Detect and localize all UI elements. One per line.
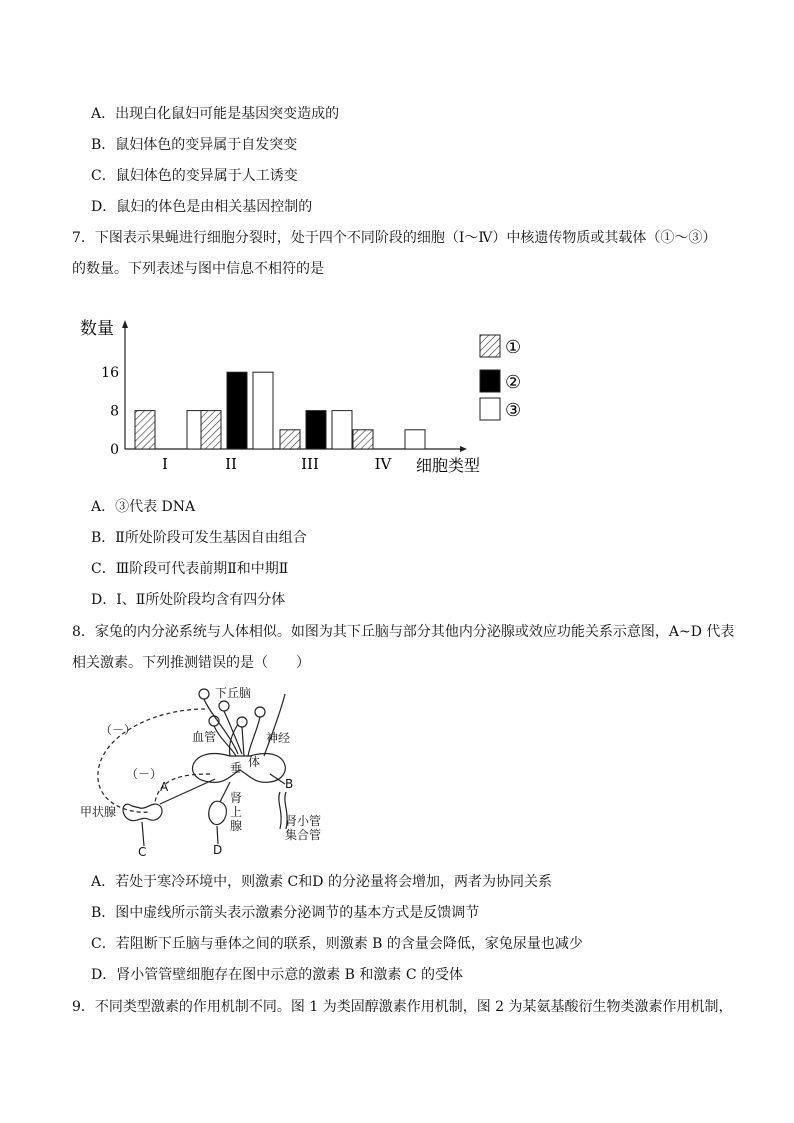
label-hypothalamus: 下丘脑 — [215, 686, 252, 700]
legend-label-1: ① — [505, 337, 522, 358]
label-vessel: 血管 — [192, 730, 217, 744]
neuron-body — [255, 707, 265, 717]
x-tick-label: I — [162, 455, 168, 473]
neuron-body — [219, 701, 229, 711]
legend-label-2: ② — [505, 372, 522, 393]
label-pituitary-2: 体 — [248, 755, 261, 769]
q7-option-d: D．Ⅰ、Ⅱ所处阶段均含有四分体 — [91, 592, 286, 608]
label-kidney-2: 集合管 — [285, 828, 322, 842]
label-kidney-1: 肾小管 — [285, 814, 322, 828]
x-tick-label: II — [225, 455, 237, 473]
y-axis-label: 数量 — [80, 319, 114, 339]
q8-option-b: B．图中虚线所示箭头表示激素分泌调节的基本方式是反馈调节 — [91, 905, 480, 921]
x-tick-label: IV — [374, 455, 392, 473]
q7-stem-line2: 的数量。下列表述与图中信息不相符的是 — [72, 261, 324, 277]
q7-option-a: A．③代表 DNA — [91, 499, 196, 515]
q6-option-a: A．出现白化鼠妇可能是基因突变造成的 — [91, 106, 340, 122]
label-adrenal-1: 肾 — [230, 791, 243, 805]
label-nerve: 神经 — [266, 731, 291, 745]
label-feedback-1: （－） — [100, 723, 137, 737]
q6-option-c: C．鼠妇体色的变异属于人工诱变 — [91, 168, 298, 184]
x-axis-label: 细胞类型 — [416, 456, 481, 475]
label-feedback-2: （－） — [126, 767, 163, 781]
q7-bar-chart — [70, 308, 530, 483]
neuron-body — [237, 717, 247, 727]
q9-stem-line1: 9．不同类型激素的作用机制不同。图 1 为类固醇激素作用机制，图 2 为某氨基酸衍生物类激素作用机制， — [72, 999, 733, 1015]
q6-option-b: B．鼠妇体色的变异属于自发突变 — [91, 137, 298, 153]
q6-option-d: D．鼠妇的体色是由相关基因控制的 — [91, 199, 313, 215]
bar-3 — [405, 430, 425, 449]
legend-swatch-3 — [480, 398, 500, 420]
bar-2 — [227, 372, 247, 449]
legend-swatch-2 — [480, 370, 500, 392]
bar-1 — [353, 430, 373, 449]
label-hormone-d: D — [213, 843, 223, 857]
bar-1 — [135, 411, 155, 449]
bar-3 — [253, 372, 273, 449]
label-pituitary-1: 垂 — [230, 761, 243, 775]
bar-3 — [332, 411, 352, 449]
legend-swatch-1 — [480, 335, 500, 357]
label-adrenal-3: 腺 — [230, 819, 243, 833]
label-adrenal-2: 上 — [230, 805, 243, 819]
label-hormone-c: C — [138, 845, 147, 859]
bar-1 — [280, 430, 300, 449]
q7-option-c: C．Ⅲ阶段可代表前期Ⅱ和中期Ⅱ — [91, 561, 289, 577]
x-tick-label: III — [301, 455, 319, 473]
label-hormone-a: A — [160, 780, 169, 794]
q8-option-a: A．若处于寒冷环境中，则激素 C和D 的分泌量将会增加，两者为协同关系 — [91, 874, 552, 890]
y-tick-label: 8 — [110, 403, 119, 420]
kidney-tubule — [279, 792, 281, 829]
y-tick-label: 0 — [110, 442, 119, 458]
q8-stem-line1: 8．家兔的内分泌系统与人体相似。如图为其下丘脑与部分其他内分泌腺或效应功能关系示意图，A~D 代表 — [72, 624, 735, 640]
legend-label-3: ③ — [505, 400, 522, 421]
y-tick-label: 16 — [101, 365, 119, 382]
x-axis-arrow — [460, 446, 467, 452]
label-hormone-b: B — [285, 777, 294, 791]
thyroid-gland — [123, 804, 162, 821]
y-axis-arrow — [122, 320, 128, 328]
neuron-body — [199, 689, 209, 699]
q7-stem-line1: 7．下图表示果蝇进行细胞分裂时，处于四个不同阶段的细胞（Ⅰ～Ⅳ）中核遗传物质或其载体（①～③） — [72, 230, 717, 246]
q7-option-b: B．Ⅱ所处阶段可发生基因自由组合 — [91, 530, 307, 546]
q8-endocrine-diagram — [80, 684, 360, 859]
q8-option-c: C．若阻断下丘脑与垂体之间的联系，则激素 B 的含量会降低，家兔尿量也减少 — [91, 936, 583, 952]
label-thyroid: 甲状腺 — [80, 805, 117, 819]
q8-option-d: D．肾小管管壁细胞存在图中示意的激素 B 和激素 C 的受体 — [91, 967, 464, 983]
q8-stem-line2: 相关激素。下列推测错误的是（ ） — [72, 655, 310, 671]
bar-2 — [306, 411, 326, 449]
bar-1 — [201, 411, 221, 449]
adrenal-gland — [209, 801, 227, 824]
